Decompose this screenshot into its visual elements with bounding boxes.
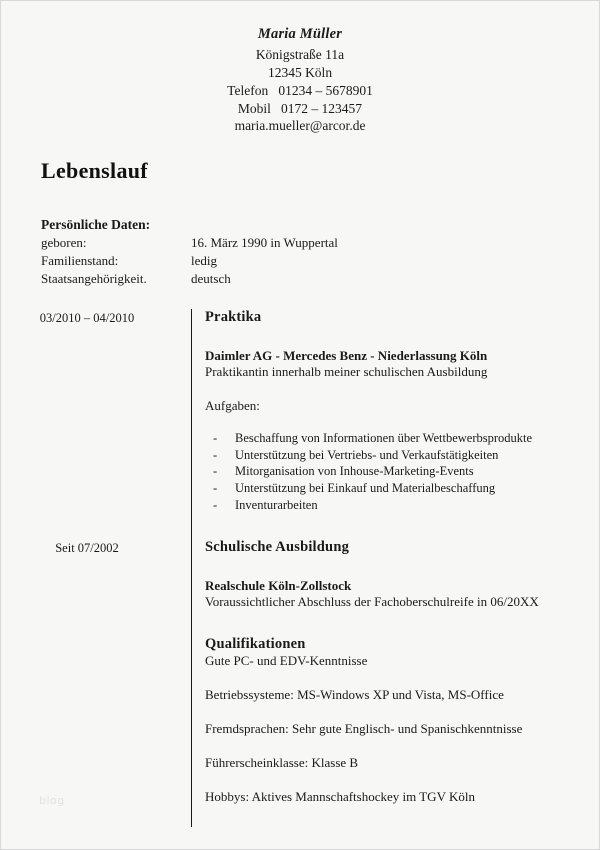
experience-body xyxy=(1,309,600,805)
ausbildung-content xyxy=(173,539,600,610)
qualifikation-line: Betriebssysteme: MS-Windows XP und Vista, MS-Office xyxy=(205,687,504,703)
qualifikationen-title: Qualifikationen xyxy=(205,636,306,653)
personal-label-marital: Familienstand: xyxy=(41,252,119,268)
section-qualifikationen xyxy=(1,636,600,805)
qualifikation-line: Gute PC- und EDV-Kenntnisse xyxy=(205,653,368,669)
contact-header xyxy=(1,1,599,135)
task-text: Unterstützung bei Einkauf und Materialbeschaffung xyxy=(235,480,496,495)
praktika-content xyxy=(173,309,600,513)
dash-bullet-icon: - xyxy=(213,447,218,462)
mobile-number: Mobil 0172 – 123457 xyxy=(237,100,363,116)
task-text: Beschaffung von Informationen über Wettbewerbsprodukte xyxy=(235,431,533,445)
personal-data-section xyxy=(41,217,561,288)
ausbildung-subtitle: Voraussichtlicher Abschluss der Fachoberschulreife in 06/20XX xyxy=(205,594,539,610)
personal-value-born: 16. März 1990 in Wuppertal xyxy=(191,235,338,250)
personal-value-marital: ledig xyxy=(191,252,217,268)
task-text: Unterstützung bei Vertriebs- und Verkaufstätigkeiten xyxy=(235,447,499,462)
qualifikation-line: Führerscheinklasse: Klasse B xyxy=(205,755,359,771)
list-item xyxy=(205,480,583,497)
page-title: Lebenslauf xyxy=(41,158,148,183)
blog-watermark: blog xyxy=(39,794,65,807)
ausbildung-organisation: Realschule Köln-Zollstock xyxy=(205,578,352,594)
praktika-organisation: Daimler AG - Mercedes Benz - Niederlassung Köln xyxy=(205,348,488,363)
section-praktika xyxy=(1,309,600,513)
dash-bullet-icon: - xyxy=(213,480,218,495)
list-item xyxy=(205,497,583,514)
ausbildung-title: Schulische Ausbildung xyxy=(205,539,350,556)
address-street: Königstraße 11a xyxy=(255,47,345,63)
qualifikationen-content xyxy=(173,636,600,805)
address-city: 12345 Köln xyxy=(267,64,333,80)
dash-bullet-icon: - xyxy=(213,431,218,445)
list-item xyxy=(205,430,583,447)
qualifikation-line: Fremdsprachen: Sehr gute Englisch- und Spanischkenntnisse xyxy=(205,721,523,737)
task-text: Mitorganisation von Inhouse-Marketing-Events xyxy=(235,464,474,479)
praktika-title: Praktika xyxy=(205,309,262,325)
phone-number: Telefon 01234 – 5678901 xyxy=(227,82,373,98)
section-ausbildung xyxy=(1,539,600,610)
personal-row-marital xyxy=(41,252,561,270)
personal-data-heading: Persönliche Daten: xyxy=(41,217,151,232)
dash-bullet-icon: - xyxy=(213,464,218,479)
applicant-name: Maria Müller xyxy=(257,26,343,42)
personal-label-born: geboren: xyxy=(41,235,87,250)
praktika-task-list xyxy=(205,430,583,513)
praktika-tasks-label: Aufgaben: xyxy=(205,398,260,413)
ausbildung-dates: Seit 07/2002 xyxy=(55,541,119,556)
email-address: maria.mueller@arcor.de xyxy=(234,118,366,134)
praktika-subtitle: Praktikantin innerhalb meiner schulischen Ausbildung xyxy=(205,364,488,379)
personal-value-nationality: deutsch xyxy=(191,270,231,286)
dash-bullet-icon: - xyxy=(213,497,218,512)
personal-row-nationality xyxy=(41,270,561,288)
task-text: Inventurarbeiten xyxy=(235,497,318,512)
personal-row-born xyxy=(41,234,561,252)
qualifikation-line: Hobbys: Aktives Mannschaftshockey im TGV Köln xyxy=(205,789,475,805)
qualifikationen-dates-spacer xyxy=(1,636,173,805)
personal-label-nationality: Staatsangehörigkeit. xyxy=(41,270,147,286)
list-item xyxy=(205,463,583,480)
praktika-dates: 03/2010 – 04/2010 xyxy=(39,311,135,325)
list-item xyxy=(205,447,583,464)
